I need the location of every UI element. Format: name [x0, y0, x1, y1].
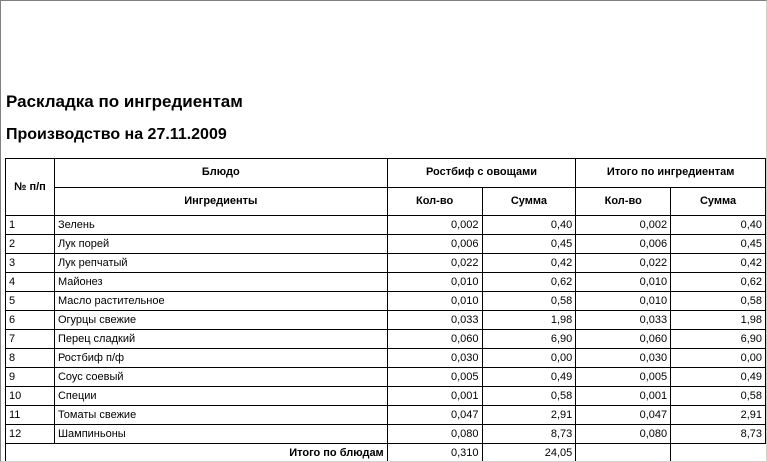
ingredient-total-sum: 0,00 [671, 349, 766, 368]
ingredient-name: Шампиньоны [54, 425, 387, 444]
report-title: Раскладка по ингредиентам [6, 92, 243, 111]
ingredient-sum: 6,90 [482, 330, 576, 349]
table-row [6, 425, 766, 444]
header-ingredients: Ингредиенты [54, 187, 387, 216]
header-qty: Кол-во [387, 187, 482, 216]
ingredient-qty: 0,005 [387, 368, 482, 387]
row-number: 2 [6, 235, 55, 254]
ingredient-total-qty: 0,030 [576, 349, 671, 368]
table-header-row-2 [6, 187, 766, 216]
ingredient-total-sum: 2,91 [671, 406, 766, 425]
ingredient-total-qty: 0,060 [576, 330, 671, 349]
ingredient-qty: 0,030 [387, 349, 482, 368]
total-empty-cell [671, 444, 766, 462]
ingredient-sum: 0,00 [482, 349, 576, 368]
ingredient-sum: 2,91 [482, 406, 576, 425]
ingredient-total-sum: 0,58 [671, 387, 766, 406]
table-row [6, 311, 766, 330]
ingredient-qty: 0,033 [387, 311, 482, 330]
row-number: 10 [6, 387, 55, 406]
ingredient-total-qty: 0,047 [576, 406, 671, 425]
table-row [6, 235, 766, 254]
ingredient-name: Томаты свежие [54, 406, 387, 425]
header-total-group: Итого по ингредиентам [576, 159, 766, 188]
ingredient-name: Огурцы свежие [54, 311, 387, 330]
ingredient-total-sum: 0,62 [671, 273, 766, 292]
ingredient-total-qty: 0,010 [576, 292, 671, 311]
ingredient-name: Перец сладкий [54, 330, 387, 349]
table-row [6, 254, 766, 273]
ingredient-sum: 0,42 [482, 254, 576, 273]
row-number: 6 [6, 311, 55, 330]
row-number: 5 [6, 292, 55, 311]
ingredient-total-sum: 0,49 [671, 368, 766, 387]
ingredient-name: Специи [54, 387, 387, 406]
ingredient-total-sum: 0,42 [671, 254, 766, 273]
row-number: 4 [6, 273, 55, 292]
row-number: 11 [6, 406, 55, 425]
ingredient-name: Соус соевый [54, 368, 387, 387]
ingredient-total-qty: 0,002 [576, 216, 671, 235]
header-total-sum: Сумма [671, 187, 766, 216]
ingredient-total-sum: 1,98 [671, 311, 766, 330]
ingredient-qty: 0,006 [387, 235, 482, 254]
ingredient-total-sum: 0,58 [671, 292, 766, 311]
ingredients-table [5, 158, 766, 462]
ingredient-name: Масло растительное [54, 292, 387, 311]
table-row [6, 330, 766, 349]
header-total-qty: Кол-во [576, 187, 671, 216]
total-label: Итого по блюдам [6, 444, 388, 462]
row-number: 7 [6, 330, 55, 349]
ingredient-total-sum: 8,73 [671, 425, 766, 444]
total-qty: 0,310 [387, 444, 482, 462]
ingredient-qty: 0,001 [387, 387, 482, 406]
ingredient-total-qty: 0,001 [576, 387, 671, 406]
ingredient-name: Лук репчатый [54, 254, 387, 273]
table-row [6, 387, 766, 406]
ingredient-total-qty: 0,033 [576, 311, 671, 330]
table-row [6, 349, 766, 368]
ingredient-sum: 0,62 [482, 273, 576, 292]
ingredient-sum: 0,58 [482, 387, 576, 406]
table-row [6, 273, 766, 292]
header-num: № п/п [6, 159, 55, 216]
header-dish: Блюдо [54, 159, 387, 188]
table-header-row-1 [6, 159, 766, 188]
ingredient-sum: 0,49 [482, 368, 576, 387]
table-body [6, 216, 766, 444]
ingredient-qty: 0,010 [387, 292, 482, 311]
header-sum: Сумма [482, 187, 576, 216]
ingredient-sum: 8,73 [482, 425, 576, 444]
row-number: 12 [6, 425, 55, 444]
table-row [6, 368, 766, 387]
row-number: 8 [6, 349, 55, 368]
ingredient-total-qty: 0,080 [576, 425, 671, 444]
ingredient-qty: 0,080 [387, 425, 482, 444]
ingredient-sum: 1,98 [482, 311, 576, 330]
ingredient-qty: 0,022 [387, 254, 482, 273]
ingredient-sum: 0,40 [482, 216, 576, 235]
row-number: 9 [6, 368, 55, 387]
ingredient-name: Лук порей [54, 235, 387, 254]
ingredient-name: Зелень [54, 216, 387, 235]
ingredient-total-qty: 0,005 [576, 368, 671, 387]
table-row [6, 216, 766, 235]
total-empty-cell [576, 444, 671, 462]
ingredient-total-qty: 0,006 [576, 235, 671, 254]
ingredient-total-sum: 0,40 [671, 216, 766, 235]
header-dish-group: Ростбиф с овощами [387, 159, 576, 188]
ingredient-total-sum: 6,90 [671, 330, 766, 349]
ingredient-total-sum: 0,45 [671, 235, 766, 254]
ingredient-total-qty: 0,010 [576, 273, 671, 292]
ingredient-total-qty: 0,022 [576, 254, 671, 273]
report-subtitle: Производство на 27.11.2009 [6, 126, 227, 143]
ingredient-qty: 0,060 [387, 330, 482, 349]
ingredient-sum: 0,45 [482, 235, 576, 254]
row-number: 3 [6, 254, 55, 273]
total-row [6, 444, 766, 462]
ingredient-qty: 0,047 [387, 406, 482, 425]
ingredient-name: Ростбиф п/ф [54, 349, 387, 368]
ingredient-qty: 0,010 [387, 273, 482, 292]
ingredient-qty: 0,002 [387, 216, 482, 235]
ingredient-sum: 0,58 [482, 292, 576, 311]
table-row [6, 292, 766, 311]
table-row [6, 406, 766, 425]
ingredient-name: Майонез [54, 273, 387, 292]
row-number: 1 [6, 216, 55, 235]
total-sum: 24,05 [482, 444, 576, 462]
